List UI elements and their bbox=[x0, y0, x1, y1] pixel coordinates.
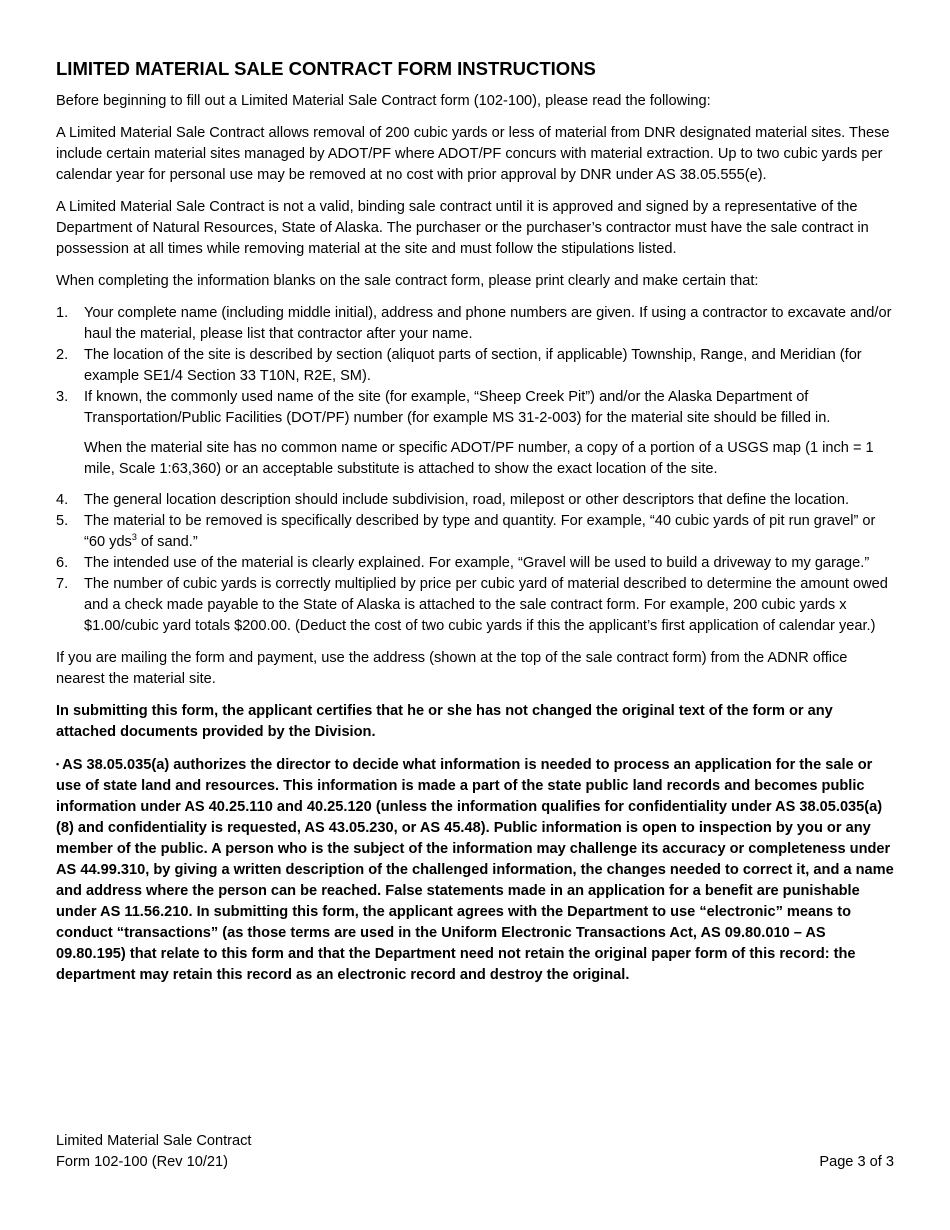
list-item bbox=[56, 574, 894, 637]
footer-form-name: Limited Material Sale Contract bbox=[56, 1133, 252, 1149]
list-item bbox=[56, 303, 894, 345]
list-item-number: 4. bbox=[56, 492, 69, 508]
list-item-text: The intended use of the material is clearly explained. For example, “Gravel will be used to build a driveway to my garage.” bbox=[84, 555, 870, 571]
list-item-number: 1. bbox=[56, 305, 69, 321]
validity-paragraph: A Limited Material Sale Contract is not a valid, binding sale contract until it is approved and signed by a representative of the Department of Natural Resources, State of Alaska. The purchaser or the purchaser’s contractor must have the sale contract in possession at all times while removing material at the site and must follow the stipulations listed. bbox=[56, 199, 869, 257]
list-item-number: 3. bbox=[56, 389, 69, 405]
overview-paragraph: A Limited Material Sale Contract allows removal of 200 cubic yards or less of material from DNR designated material sites. These include certain material sites managed by ADOT/PF where ADOT/PF concurs with material extraction. Up to two cubic yards per calendar year for personal use may be removed at no cost with prior approval by DNR under AS 38.05.555(e). bbox=[56, 125, 890, 183]
instructions-list-b bbox=[56, 490, 894, 637]
document-body bbox=[56, 56, 894, 997]
list-item-text: The number of cubic yards is correctly multiplied by price per cubic yard of material described to determine the amount owed and a check made payable to the State of Alaska is attached to the sale contract form. For example, 200 cubic yards x $1.00/cubic yard totals $200.00. (Deduct the cost of two cubic yards if this the applicant’s first application of calendar year.) bbox=[84, 576, 888, 634]
statute-text: AS 38.05.035(a) authorizes the director to decide what information is needed to process an application for the sale or use of state land and resources. This information is made a part of the state public land records and becomes public information under AS 40.25.110 and 40.25.120 (unless the information qualifies for confidentiality under AS 38.05.035(a)(8) and confidentiality is requested, AS 43.05.230, or AS 45.48). Public information is open to inspection by you or any member of the public. A person who is the subject of the information may challenge its accuracy or completeness under AS 44.99.310, by giving a written description of the challenged information, the changes needed to correct it, and a name and address where the person can be reached. False statements made in an application for a benefit are punishable under AS 11.56.210. In submitting this form, the applicant agrees with the Department to use “electronic” means to conduct “transactions” (as those terms are used in the Uniform Electronic Transactions Act, AS 09.80.010 – AS 09.80.195) that relate to this form and that the Department need not retain the original paper form of this record: the department may retain this record as an electronic record and destroy the original. bbox=[56, 757, 894, 983]
completion-intro-paragraph: When completing the information blanks on the sale contract form, please print clearly and make certain that: bbox=[56, 273, 759, 289]
list-item bbox=[56, 511, 894, 553]
intro-paragraph: Before beginning to fill out a Limited Material Sale Contract form (102-100), please read the following: bbox=[56, 93, 711, 109]
certification-paragraph: In submitting this form, the applicant certifies that he or she has not changed the original text of the form or any attached documents provided by the Division. bbox=[56, 703, 833, 740]
list-item bbox=[56, 490, 894, 511]
list-item bbox=[56, 553, 894, 574]
list-item-text-a: The material to be removed is specifically described by type and quantity. For example, “40 cubic yards of pit run gravel” or “60 yds bbox=[84, 513, 876, 550]
instructions-list-a bbox=[56, 303, 894, 429]
list-item-text: Your complete name (including middle initial), address and phone numbers are given. If using a contractor to excavate and/or haul the material, please list that contractor after your name. bbox=[84, 305, 892, 342]
list-item-number: 7. bbox=[56, 576, 69, 592]
list-item-number: 6. bbox=[56, 555, 69, 571]
list-item-number: 5. bbox=[56, 513, 69, 529]
bullet-icon: • bbox=[56, 759, 60, 769]
mailing-paragraph: If you are mailing the form and payment, use the address (shown at the top of the sale contract form) from the ADNR office nearest the material site. bbox=[56, 650, 848, 687]
list-item-number: 2. bbox=[56, 347, 69, 363]
page-title: LIMITED MATERIAL SALE CONTRACT FORM INSTRUCTIONS bbox=[56, 58, 596, 79]
list-item bbox=[56, 345, 894, 387]
list-item bbox=[56, 387, 894, 429]
list-item-text: If known, the commonly used name of the site (for example, “Sheep Creek Pit”) and/or the Alaska Department of Transportation/Public Facilities (DOT/PF) number (for example MS 31-2-003) for the material site should be filled in. bbox=[84, 389, 831, 426]
page-footer bbox=[56, 1131, 894, 1173]
list-item-text: The general location description should include subdivision, road, milepost or other descriptors that define the location. bbox=[84, 492, 849, 508]
superscript: 3 bbox=[131, 532, 137, 543]
page-number: Page 3 of 3 bbox=[819, 1154, 894, 1170]
map-note: When the material site has no common name or specific ADOT/PF number, a copy of a portion of a USGS map (1 inch = 1 mile, Scale 1:63,360) or an acceptable substitute is attached to show the exact location of the site. bbox=[84, 440, 874, 477]
statute-paragraph bbox=[56, 754, 894, 986]
footer-form-number: Form 102-100 (Rev 10/21) bbox=[56, 1154, 228, 1170]
list-item-text bbox=[84, 513, 875, 550]
list-item-text: The location of the site is described by section (aliquot parts of section, if applicable) Township, Range, and Meridian (for example SE1/4 Section 33 T10N, R2E, SM). bbox=[84, 347, 862, 384]
list-item-text-b: of sand.” bbox=[136, 534, 198, 550]
